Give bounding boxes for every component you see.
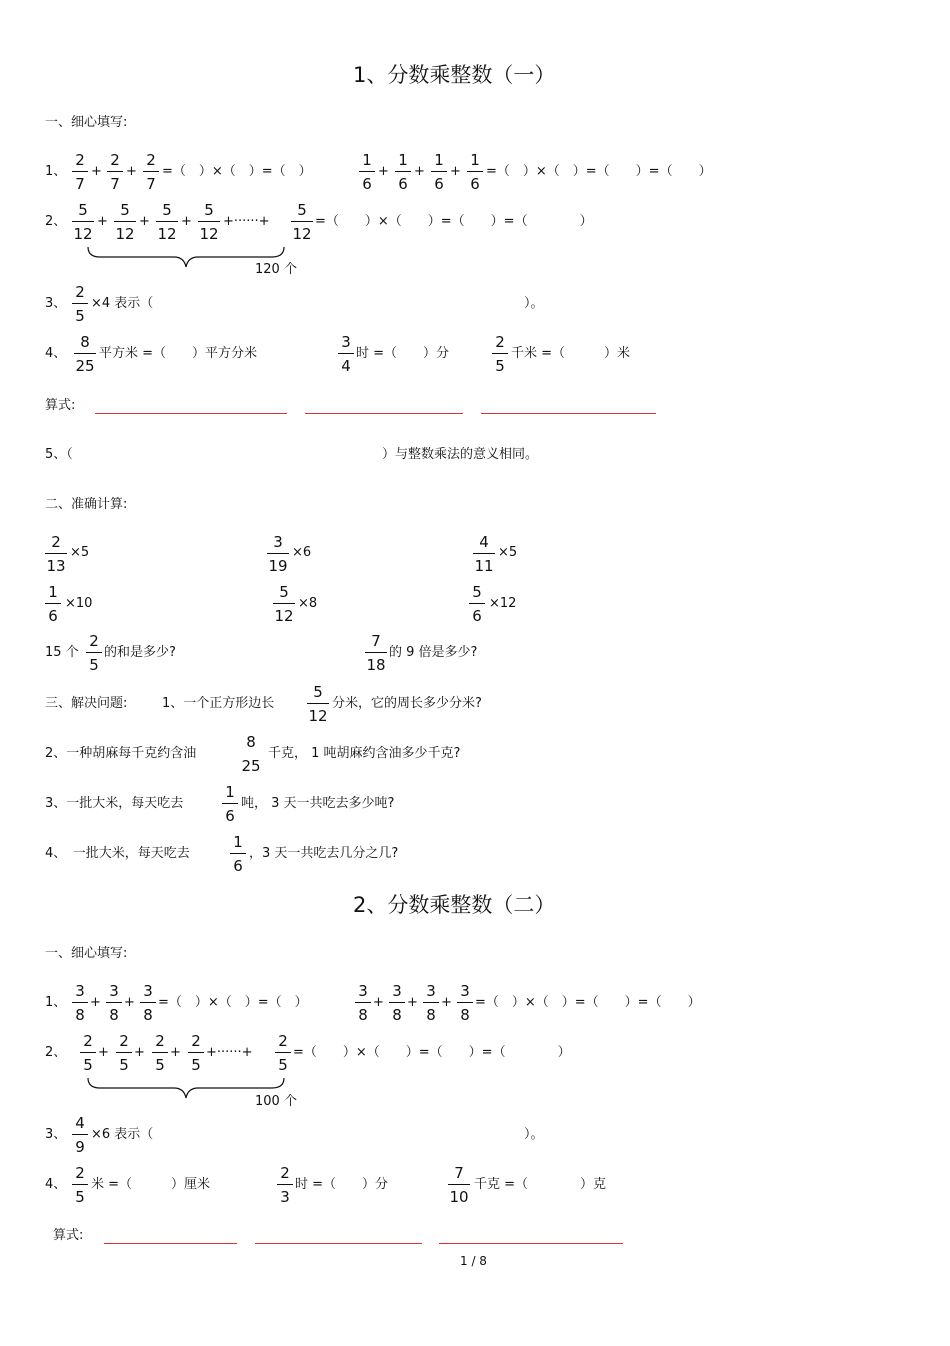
calc-fraction-6: 5 6 — [469, 583, 485, 625]
q2-number: 2、 — [45, 214, 67, 229]
q2-fraction-last: 2 5 — [275, 1032, 291, 1074]
q2-fraction-4: 2 5 — [188, 1032, 204, 1074]
brace-count-label: 100 个 — [255, 1094, 297, 1109]
q2-number: 2、 — [45, 1045, 67, 1060]
answer-line — [481, 413, 656, 414]
q1-equation: =（ ）×（ ）=（ ） — [158, 995, 308, 1010]
q2-fraction-last: 5 12 — [292, 201, 312, 243]
q2-fraction-1: 2 5 — [80, 1032, 96, 1074]
calc-multiplier-4: ×10 — [65, 596, 93, 611]
q1-fraction-1: 3 8 — [72, 982, 88, 1024]
problem-4-start: 4、 一批大米，每天吃去 — [45, 846, 190, 861]
calc-fraction-3: 4 11 — [474, 533, 494, 575]
q1-fraction-2: 3 8 — [106, 982, 122, 1024]
q1b-fraction-2: 3 8 — [389, 982, 405, 1024]
q1b-fraction-2: 1 6 — [395, 151, 411, 193]
plus-sign: + — [97, 214, 108, 229]
q4b-text: 时 =（ ）分 — [356, 346, 450, 361]
page-number: 1 / 8 — [460, 1254, 487, 1268]
calc-multiplier-5: ×8 — [298, 596, 318, 611]
q3-fraction: 4 9 — [72, 1114, 88, 1156]
answer-line — [104, 1243, 237, 1244]
heading-fill-in-2: 一、细心填写: — [45, 946, 128, 961]
plus-sign: + — [139, 214, 150, 229]
plus-sign: + — [378, 164, 389, 179]
q1b-equation: =（ ）×（ ）=（ ）=（ ） — [486, 164, 712, 179]
q4c-text: 千克 =（ ）克 — [474, 1177, 607, 1192]
plus-sign: + — [407, 995, 418, 1010]
q4c-text: 千米 =（ ）米 — [511, 346, 631, 361]
ellipsis-sum: +······+ — [223, 214, 270, 229]
q3-end: ）。 — [524, 1127, 544, 1142]
q2-fraction-4: 5 12 — [199, 201, 219, 243]
q1-fraction-1: 2 7 — [72, 151, 88, 193]
calc-fraction-4: 1 6 — [45, 583, 61, 625]
problem-1-end: 分米，它的周长多少分米? — [332, 696, 482, 711]
q2-equation: =（ ）×（ ）=（ ）=（ ） — [315, 214, 593, 229]
q3-end: ）。 — [524, 296, 544, 311]
answer-line — [439, 1243, 623, 1244]
plus-sign: + — [170, 1045, 181, 1060]
problem-3-end: 吨， 3 天一共吃去多少吨? — [241, 796, 395, 811]
problem-2-start: 2、一种胡麻每千克约含油 — [45, 746, 197, 761]
plus-sign: + — [91, 164, 102, 179]
calc-fraction-2: 3 19 — [268, 533, 288, 575]
q3-fraction: 2 5 — [72, 283, 88, 325]
formula-label: 算式: — [45, 398, 76, 413]
plus-sign: + — [181, 214, 192, 229]
plus-sign: + — [134, 1045, 145, 1060]
problem-2-fraction: 8 25 — [241, 733, 261, 775]
q4a-fraction: 8 25 — [75, 333, 95, 375]
calc-multiplier-2: ×6 — [292, 545, 312, 560]
q3-text: ×4 表示（ — [91, 296, 154, 311]
heading-fill-in-1: 一、细心填写: — [45, 115, 128, 130]
q1-fraction-3: 3 8 — [140, 982, 156, 1024]
calc-fraction-1: 2 13 — [46, 533, 66, 575]
q1-fraction-2: 2 7 — [107, 151, 123, 193]
plus-sign: + — [373, 995, 384, 1010]
q5-end: ）与整数乘法的意义相同。 — [382, 447, 539, 462]
q1-number: 1、 — [45, 164, 67, 179]
problem-4-fraction: 1 6 — [230, 833, 246, 875]
plus-sign: + — [414, 164, 425, 179]
calc-fraction-5: 5 12 — [274, 583, 294, 625]
q2-fraction-2: 5 12 — [115, 201, 135, 243]
q4-number: 4、 — [45, 346, 67, 361]
problem-1-start: 1、一个正方形边长 — [162, 696, 275, 711]
problem-1-fraction: 5 12 — [308, 683, 328, 725]
plus-sign: + — [124, 995, 135, 1010]
problem-4-end: ，3 天一共吃去几分之几? — [249, 846, 399, 861]
q2-fraction-1: 5 12 — [73, 201, 93, 243]
q1b-fraction-1: 1 6 — [359, 151, 375, 193]
q2-fraction-3: 5 12 — [157, 201, 177, 243]
title-section-2: 2、分数乘整数（二） — [353, 893, 556, 917]
answer-line — [255, 1243, 422, 1244]
q4b-fraction: 2 3 — [277, 1164, 293, 1206]
q4b-fraction: 3 4 — [338, 333, 354, 375]
plus-sign: + — [98, 1045, 109, 1060]
word-q1-start: 15 个 — [45, 645, 79, 660]
heading-problems: 三、解决问题: — [45, 696, 128, 711]
q3-number: 3、 — [45, 1127, 67, 1142]
calc-multiplier-1: ×5 — [70, 545, 90, 560]
calc-multiplier-6: ×12 — [489, 596, 517, 611]
q4a-fraction: 2 5 — [72, 1164, 88, 1206]
q4-number: 4、 — [45, 1177, 67, 1192]
q1b-fraction-3: 1 6 — [431, 151, 447, 193]
q4c-fraction: 7 10 — [449, 1164, 469, 1206]
problem-3-fraction: 1 6 — [222, 783, 238, 825]
formula-label: 算式: — [53, 1228, 84, 1243]
word-q2-end: 的 9 倍是多少? — [389, 645, 478, 660]
plus-sign: + — [126, 164, 137, 179]
q2-fraction-2: 2 5 — [116, 1032, 132, 1074]
calc-multiplier-3: ×5 — [498, 545, 518, 560]
problem-3-start: 3、一批大米，每天吃去 — [45, 796, 184, 811]
q1-fraction-3: 2 7 — [143, 151, 159, 193]
plus-sign: + — [90, 995, 101, 1010]
problem-2-end: 千克， 1 吨胡麻约含油多少千克? — [268, 746, 461, 761]
q3-number: 3、 — [45, 296, 67, 311]
word-q2-fraction: 7 18 — [366, 632, 386, 674]
plus-sign: + — [441, 995, 452, 1010]
q4b-text: 时 =（ ）分 — [295, 1177, 389, 1192]
word-q1-end: 的和是多少? — [104, 645, 176, 660]
brace-count-label: 120 个 — [255, 262, 297, 277]
answer-line — [95, 413, 287, 414]
q1b-fraction-3: 3 8 — [423, 982, 439, 1024]
q1b-fraction-4: 1 6 — [467, 151, 483, 193]
q4a-text: 平方米 =（ ）平方分米 — [99, 346, 258, 361]
answer-line — [305, 413, 463, 414]
word-q1-fraction: 2 5 — [86, 632, 102, 674]
title-section-1: 1、分数乘整数（一） — [353, 63, 556, 87]
q2-equation: =（ ）×（ ）=（ ）=（ ） — [293, 1045, 571, 1060]
q1b-fraction-4: 3 8 — [457, 982, 473, 1024]
q3-text: ×6 表示（ — [91, 1127, 154, 1142]
q4a-text: 米 =（ ）厘米 — [91, 1177, 211, 1192]
q5-start: 5、（ — [45, 447, 73, 462]
q1b-fraction-1: 3 8 — [355, 982, 371, 1024]
ellipsis-sum: +······+ — [206, 1045, 253, 1060]
q1b-equation: =（ ）×（ ）=（ ）=（ ） — [475, 995, 701, 1010]
heading-calculation: 二、准确计算: — [45, 497, 128, 512]
plus-sign: + — [450, 164, 461, 179]
q2-fraction-3: 2 5 — [152, 1032, 168, 1074]
q1-number: 1、 — [45, 995, 67, 1010]
q1-equation: =（ ）×（ ）=（ ） — [162, 164, 312, 179]
q4c-fraction: 2 5 — [492, 333, 508, 375]
